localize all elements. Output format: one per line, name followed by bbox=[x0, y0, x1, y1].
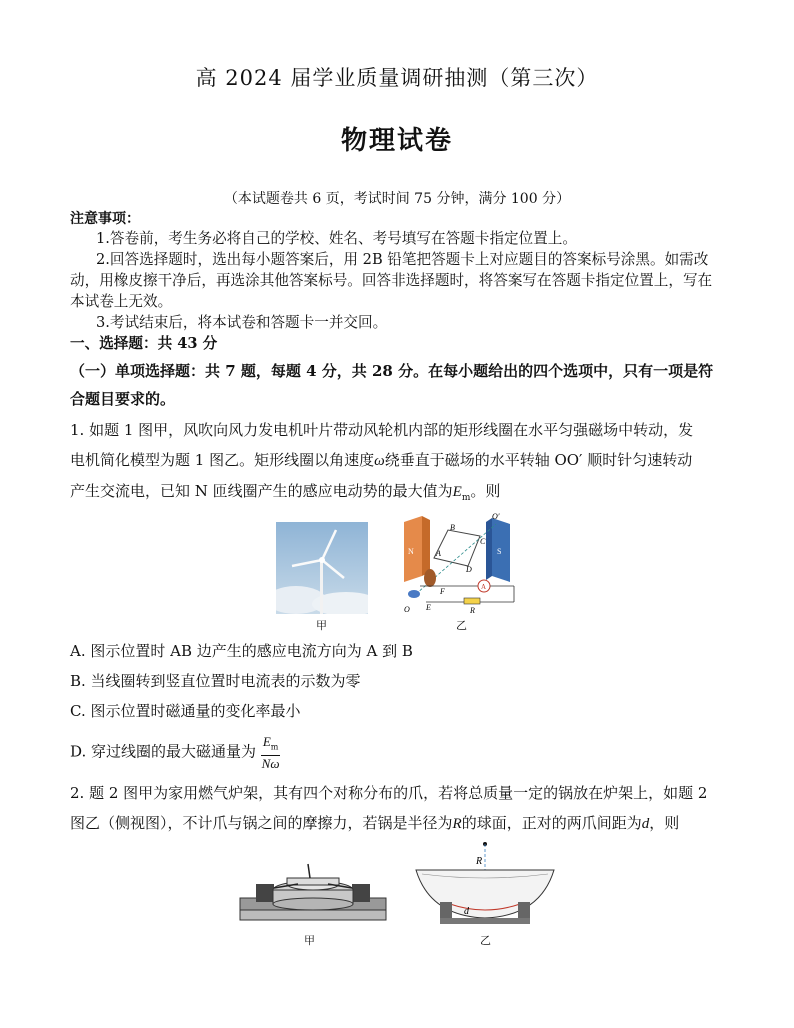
subsection-heading-line1: （一）单项选择题：共 7 题，每题 4 分，共 28 分。在每小题给出的四个选项中，只有一项是符 bbox=[70, 362, 714, 380]
label-a: A bbox=[436, 549, 441, 558]
label-c: C bbox=[480, 537, 486, 546]
pot-side-view-figure bbox=[412, 838, 558, 930]
label-f: F bbox=[440, 587, 445, 596]
q1-option-a: A. 图示位置时 AB 边产生的感应电流方向为 A 到 B bbox=[70, 642, 413, 660]
subsection-heading-line2: 合题目要求的。 bbox=[70, 390, 176, 408]
distance-label: d bbox=[464, 906, 469, 917]
notice-item-1: 1.答卷前，考生务必将自己的学校、姓名、考号填写在答题卡指定位置上。 bbox=[96, 230, 577, 247]
stove-rack-figure bbox=[238, 860, 388, 928]
label-r: R bbox=[470, 606, 475, 615]
q1-line1: 1. 如题 1 图甲，风吹向风力发电机叶片带动风轮机内部的矩形线圈在水平匀强磁场中转动，发 bbox=[70, 421, 694, 439]
fig2-caption-yi: 乙 bbox=[480, 934, 491, 947]
magnet-n-label: N bbox=[408, 547, 414, 556]
notice-item-3: 3.考试结束后，将本试卷和答题卡一并交回。 bbox=[96, 314, 388, 331]
max-flux-fraction: $\frac{E_m}{N\omega}$ bbox=[261, 734, 280, 771]
fig1-caption-yi: 乙 bbox=[456, 619, 467, 632]
label-o: O bbox=[404, 605, 410, 614]
label-e: E bbox=[426, 603, 431, 612]
label-o-prime: O′ bbox=[492, 512, 500, 521]
q1-line3: 产生交流电，已知 N 匝线圈产生的感应电动势的最大值为$E_m$。则 bbox=[70, 482, 501, 503]
q1-option-c: C. 图示位置时磁通量的变化率最小 bbox=[70, 702, 301, 720]
fig2-caption-jia: 甲 bbox=[304, 934, 315, 947]
label-d: D bbox=[466, 565, 472, 574]
subject-title: 物理试卷 bbox=[340, 126, 453, 156]
q2-line1: 2. 题 2 图甲为家用燃气炉架，其有四个对称分布的爪，若将总质量一定的锅放在炉架上，如题 2 bbox=[70, 784, 708, 802]
exam-title: 高 2024 届学业质量调研抽测（第三次） bbox=[195, 66, 599, 90]
notice-item-2: 2.回答选择题时，选出每小题答案后，用 2B 铅笔把答题卡上对应题目的答案标号涂黑。如需改动，用橡皮擦干净后，再选涂其他答案标号。回答非选择题时，将答案写在答题卡指定位置上，写在本试卷上无效。 bbox=[70, 251, 713, 310]
notice-heading: 注意事项： bbox=[70, 211, 140, 227]
q1-option-b: B. 当线圈转到竖直位置时电流表的示数为零 bbox=[70, 672, 361, 690]
label-b: B bbox=[450, 523, 455, 532]
exam-info: （本试题卷共 6 页，考试时间 75 分钟，满分 100 分） bbox=[223, 191, 571, 207]
q1-option-d: D. 穿过线圈的最大磁通量为 $\frac{E_m}{N\omega}$ bbox=[70, 734, 280, 771]
section-heading: 一、选择题：共 43 分 bbox=[70, 335, 218, 352]
q1-line2: 电机简化模型为题 1 图乙。矩形线圈以角速度ω绕垂直于磁场的水平转轴 OO′ 顺时针匀速转动 bbox=[70, 451, 693, 469]
q1-stem bbox=[70, 415, 725, 513]
wind-turbine-photo bbox=[276, 522, 368, 614]
magnet-s-label: S bbox=[497, 547, 502, 556]
radius-label: R bbox=[476, 856, 483, 867]
q2-line2: 图乙（侧视图），不计爪与锅之间的摩擦力，若锅是半径为R的球面，正对的两爪间距为d，则 bbox=[70, 814, 680, 832]
q2-stem bbox=[70, 778, 725, 839]
fig1-caption-jia: 甲 bbox=[316, 619, 327, 632]
ammeter-label: A bbox=[481, 583, 487, 591]
generator-diagram bbox=[396, 510, 520, 618]
